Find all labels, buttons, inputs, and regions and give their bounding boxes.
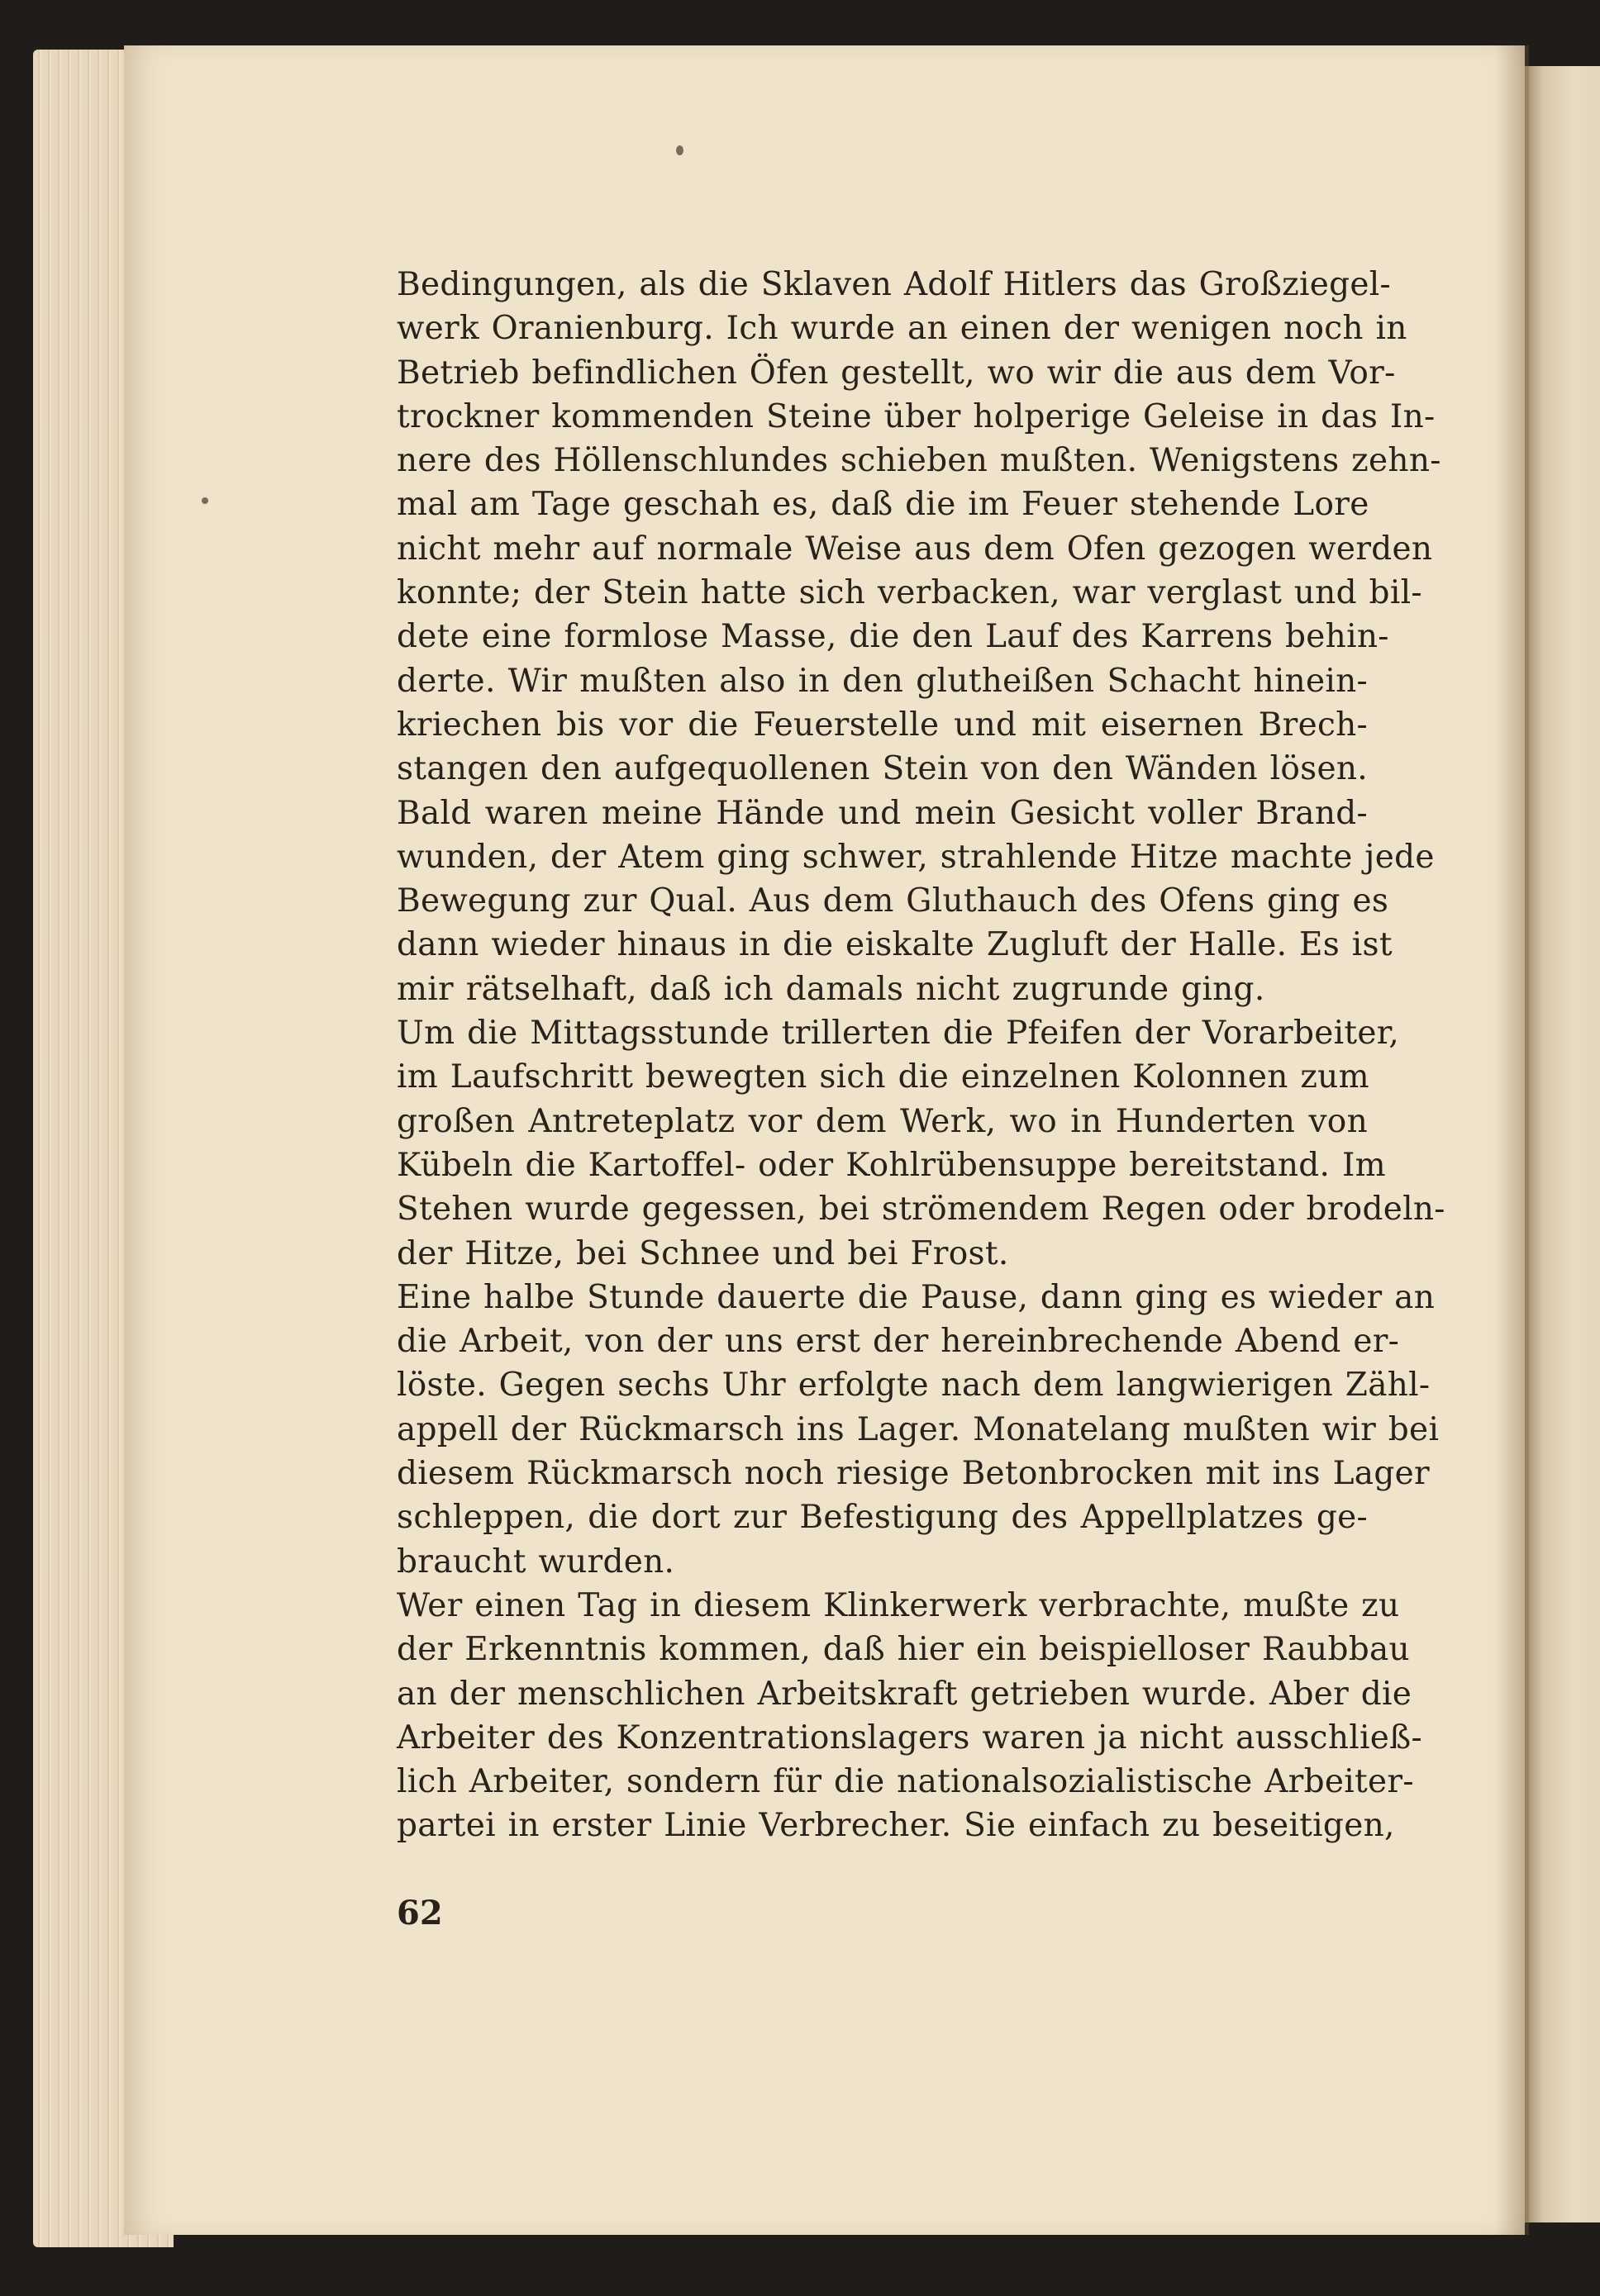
text-line: schleppen, die dort zur Befestigung des Appellplatzes ge- [397,1499,1368,1537]
text-line: Bald waren meine Hände und mein Gesicht voller Brand- [397,794,1368,832]
text-line: Kübeln die Kartoffel- oder Kohlrübensuppe bereitstand. Im [397,1146,1386,1184]
text-line: an der menschlichen Arbeitskraft getrieben wurde. Aber die [397,1675,1412,1713]
text-line: mir rätselhaft, daß ich damals nicht zugrunde ging. [397,970,1265,1008]
text-line: lich Arbeiter, sondern für die nationalsozialistische Arbeiter- [397,1763,1414,1801]
text-line: der Erkenntnis kommen, daß hier ein beispielloser Raubbau [397,1631,1410,1669]
gutter-shadow [1496,45,1529,2235]
text-line: diesem Rückmarsch noch riesige Betonbrocken mit ins Lager [397,1455,1430,1493]
paper-speck [202,497,208,504]
text-line: kriechen bis vor die Feuerstelle und mit eisernen Brech- [397,706,1368,744]
text-line: mal am Tage geschah es, daß die im Feuer stehende Lore [397,486,1369,524]
text-line: löste. Gegen sechs Uhr erfolgte nach dem langwierigen Zähl- [397,1367,1431,1405]
text-line: der Hitze, bei Schnee und bei Frost. [397,1234,1009,1272]
text-line: Wer einen Tag in diesem Klinkerwerk verbrachte, mußte zu [397,1586,1400,1624]
text-line: braucht wurden. [397,1543,675,1581]
text-line: Betrieb befindlichen Öfen gestellt, wo wir die aus dem Vor- [397,354,1396,392]
text-line: stangen den aufgequollenen Stein von den Wänden lösen. [397,750,1368,788]
text-line: nere des Höllenschlundes schieben mußten. Wenigstens zehn- [397,442,1441,480]
body-text [397,263,1445,1848]
text-line: konnte; der Stein hatte sich verbacken, war verglast und bil- [397,574,1422,612]
text-line: partei in erster Linie Verbrecher. Sie einfach zu beseitigen, [397,1807,1395,1845]
text-line: Eine halbe Stunde dauerte die Pause, dann ging es wieder an [397,1278,1436,1316]
text-line: Arbeiter des Konzentrationslagers waren ja nicht ausschließ- [397,1718,1422,1756]
text-line: Um die Mittagsstunde trillerten die Pfeifen der Vorarbeiter, [397,1015,1400,1053]
text-line: werk Oranienburg. Ich wurde an einen der wenigen noch in [397,310,1407,348]
text-line: Bewegung zur Qual. Aus dem Gluthauch des Ofens ging es [397,882,1389,920]
text-line: appell der Rückmarsch ins Lager. Monatelang mußten wir bei [397,1410,1440,1448]
text-line: derte. Wir mußten also in den glutheißen Schacht hinein- [397,662,1368,700]
text-line: trockner kommenden Steine über holperige Geleise in das In- [397,397,1436,435]
text-line: Stehen wurde gegessen, bei strömendem Regen oder brodeln- [397,1191,1445,1229]
text-line: dete eine formlose Masse, die den Lauf des Karrens behin- [397,618,1389,656]
text-line: Bedingungen, als die Sklaven Adolf Hitlers das Großziegel- [397,266,1392,303]
text-line: wunden, der Atem ging schwer, strahlende Hitze machte jede [397,838,1435,876]
facing-page-edge [1525,66,1600,2222]
text-line: dann wieder hinaus in die eiskalte Zugluft der Halle. Es ist [397,926,1393,964]
text-line: die Arbeit, von der uns erst der hereinbrechende Abend er- [397,1323,1400,1361]
text-line: im Laufschritt bewegten sich die einzelnen Kolonnen zum [397,1058,1369,1096]
page-number: 62 [397,1894,443,1932]
text-line: nicht mehr auf normale Weise aus dem Ofen gezogen werden [397,530,1433,568]
paper-speck [676,145,683,155]
text-line: großen Antreteplatz vor dem Werk, wo in Hunderten von [397,1102,1368,1140]
